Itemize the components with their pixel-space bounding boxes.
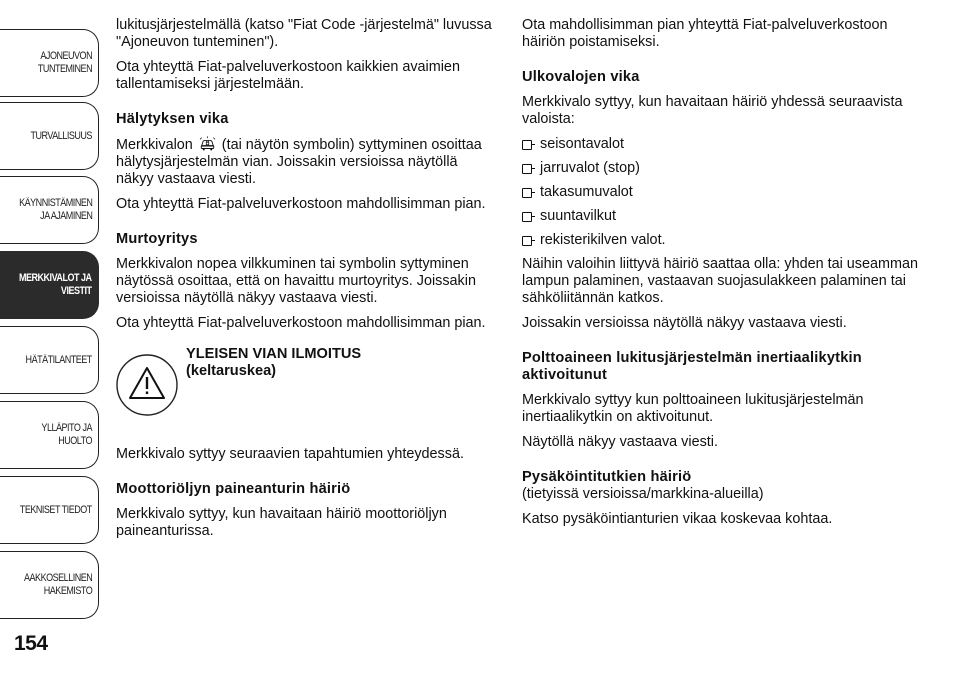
checkbox-bullet-icon <box>522 140 532 150</box>
section-heading-parking-sensors: Pysäköintitutkien häiriö <box>522 469 692 485</box>
paragraph: Merkkivalo syttyy, kun havaitaan häiriö yhdessä seuraavista valoista: <box>522 94 903 127</box>
list-item-text: jarruvalot (stop) <box>540 160 640 176</box>
paragraph: Ota yhteyttä Fiat-palveluverkostoon kaikkien avaimien tallentamiseksi järjestelmään. <box>116 59 460 92</box>
tab-label: TEKNISET TIEDOT <box>20 503 92 516</box>
tab-label: HÄTÄTILANTEET <box>25 353 92 366</box>
chapter-sidebar <box>0 0 101 678</box>
section-heading-fuel-cutoff-switch: Polttoaineen lukitusjärjestelmän inertiaalikytkin aktivoitunut <box>522 350 862 383</box>
checkbox-bullet-icon <box>522 188 532 198</box>
tab-kaynnistaminen-ja-ajaminen[interactable] <box>0 176 99 244</box>
section-heading-oil-pressure-sensor: Moottoriöljyn paineanturin häiriö <box>116 481 351 497</box>
list-item-text: takasumuvalot <box>540 184 633 200</box>
text-run: (tai näytön symbolin) syttyminen osoittaa hälytysjärjestelmän vian. Joissakin versioissa näytöllä näkyy vastaava viesti. <box>116 137 482 187</box>
checkbox-bullet-icon <box>522 236 532 246</box>
tab-yllapito-ja-huolto[interactable] <box>0 401 99 469</box>
list-item-text: rekisterikilven valot. <box>540 232 666 248</box>
list-item <box>522 160 922 177</box>
right-column <box>522 17 922 536</box>
general-fault-title <box>186 346 361 380</box>
general-fault-subtitle: (keltaruskea) <box>186 363 277 379</box>
section-heading-alarm-fault: Hälytyksen vika <box>116 111 229 127</box>
paragraph: Joissakin versioissa näytöllä näkyy vastaava viesti. <box>522 315 847 331</box>
car-alarm-icon <box>199 136 216 151</box>
paragraph: Näytöllä näkyy vastaava viesti. <box>522 434 718 450</box>
tab-tekniset-tiedot[interactable] <box>0 476 99 544</box>
paragraph: Katso pysäköintianturien vikaa koskevaa kohtaa. <box>522 511 833 527</box>
list-item <box>522 232 922 249</box>
checkbox-bullet-icon <box>522 164 532 174</box>
general-fault-title-line: YLEISEN VIAN ILMOITUS <box>186 346 362 362</box>
page-number: 154 <box>14 632 48 655</box>
tab-merkkivalot-ja-viestit[interactable] <box>0 251 99 319</box>
list-item-text: seisontavalot <box>540 136 624 152</box>
section-heading-exterior-lights: Ulkovalojen vika <box>522 69 640 85</box>
tab-turvallisuus[interactable] <box>0 102 99 170</box>
list-item <box>522 136 922 153</box>
paragraph <box>116 136 498 188</box>
paragraph: lukitusjärjestelmällä (katso "Fiat Code -järjestelmä" luvussa "Ajoneuvon tunteminen"). <box>116 17 492 50</box>
list-item-text: suuntavilkut <box>540 208 616 224</box>
tab-label: YLLÄPITO JA HUOLTO <box>41 422 92 447</box>
paragraph: Merkkivalo syttyy kun polttoaineen lukitusjärjestelmän inertiaalikytkin on aktivoitunut. <box>522 392 864 425</box>
left-column <box>116 17 498 548</box>
tab-ajoneuvon-tunteminen[interactable] <box>0 29 99 97</box>
tab-aakkosellinen-hakemisto[interactable] <box>0 551 99 619</box>
paragraph: Merkkivalon nopea vilkkuminen tai symbolin syttyminen näytössä osoittaa, että on havaittu murtoyritys. Joissakin versioissa näytöllä näkyy vastaava viesti. <box>116 256 476 306</box>
warning-triangle-icon <box>116 354 178 416</box>
paragraph: Ota mahdollisimman pian yhteyttä Fiat-palveluverkostoon häiriön poistamiseksi. <box>522 17 888 50</box>
general-fault-block <box>116 346 498 432</box>
text-run: Merkkivalon <box>116 137 193 153</box>
list-item <box>522 208 922 225</box>
paragraph: Ota yhteyttä Fiat-palveluverkostoon mahdollisimman pian. <box>116 315 486 331</box>
paragraph: Merkkivalo syttyy, kun havaitaan häiriö moottoriöljyn paineanturissa. <box>116 506 447 539</box>
paragraph: Ota yhteyttä Fiat-palveluverkostoon mahdollisimman pian. <box>116 196 486 212</box>
light-list <box>522 136 922 249</box>
section-heading-burglary: Murtoyritys <box>116 231 198 247</box>
tab-label: KÄYNNISTÄMINEN JA AJAMINEN <box>18 197 92 222</box>
tab-label: AAKKOSELLINEN HAKEMISTO <box>23 572 92 597</box>
tab-label: MERKKIVALOT JA VIESTIT <box>19 272 92 297</box>
checkbox-bullet-icon <box>522 212 532 222</box>
section-subheading: (tietyissä versioissa/markkina-alueilla) <box>522 486 764 502</box>
tab-hatatilanteet[interactable] <box>0 326 99 394</box>
paragraph: Näihin valoihin liittyvä häiriö saattaa olla: yhden tai useamman lampun palaminen, vastaavan suojasulakkeen palaminen tai sähköliitännän katkos. <box>522 256 918 306</box>
paragraph: Merkkivalo syttyy seuraavien tapahtumien yhteydessä. <box>116 446 464 462</box>
list-item <box>522 184 922 201</box>
tab-label: TURVALLISUUS <box>30 129 92 142</box>
tab-label: AJONEUVON TUNTEMINEN <box>37 50 92 75</box>
